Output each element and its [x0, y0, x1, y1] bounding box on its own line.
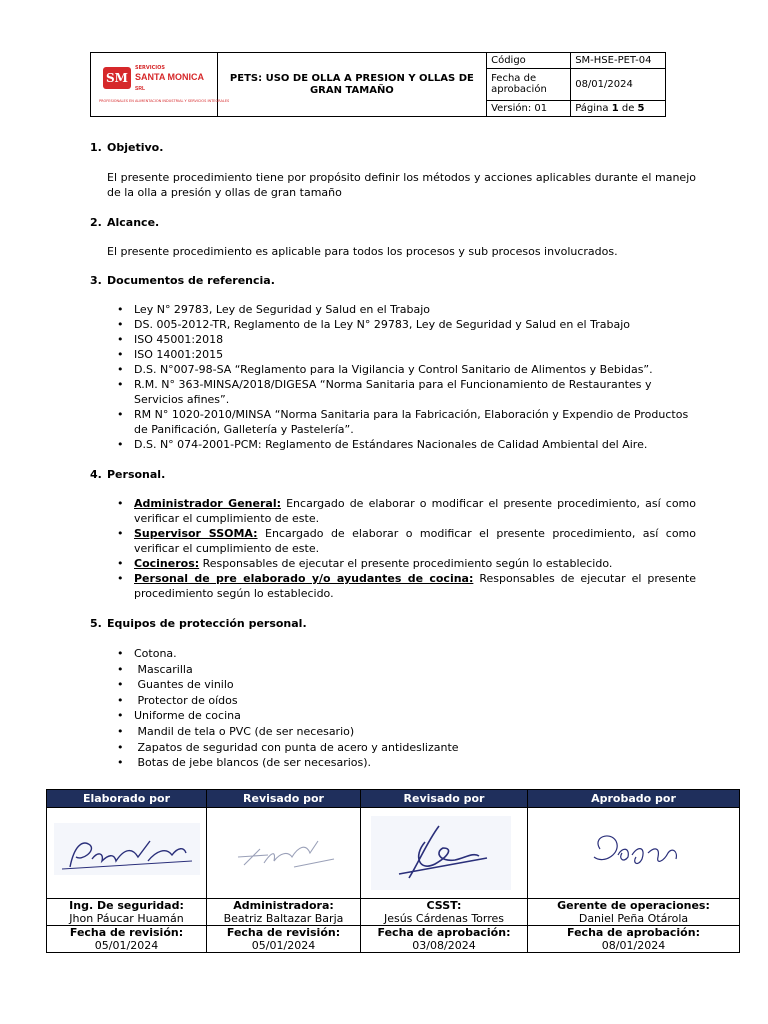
list-item: • DS. 005-2012-TR, Reglamento de la Ley N° 29783, Ley de Seguridad y Salud en el Trabajo	[134, 317, 696, 332]
codigo-value: SM-HSE-PET-04	[571, 53, 666, 69]
logo-mark: SM	[103, 67, 131, 89]
personal-list	[90, 496, 696, 601]
section-objetivo-text: El presente procedimiento tiene por propósito definir los métodos y acciones aplicables durante el manejo de la olla a presión y ollas de gran tamaño	[107, 171, 696, 199]
section-objetivo-title: 1. Objetivo.	[90, 141, 164, 154]
list-item: • Guantes de vinilo	[134, 677, 696, 693]
signer-2: Administradora: Beatriz Baltazar Barja	[207, 899, 361, 926]
sig-head-revisado-1: Revisado por	[207, 790, 361, 808]
signature-image	[47, 808, 207, 899]
logo-line1: SERVICIOS	[135, 65, 165, 71]
signature-image	[361, 808, 528, 899]
logo-tagline: PROFESIONALES EN ALIMENTACION INDUSTRIAL Y SERVICIOS INTEGRALES	[99, 99, 230, 103]
fecha-value: 08/01/2024	[571, 69, 666, 100]
document-body	[90, 140, 696, 771]
list-item: • R.M. N° 363-MINSA/2018/DIGESA “Norma Sanitaria para el Funcionamiento de Restaurantes y Servicios afines”.	[134, 377, 696, 407]
list-item: • ISO 14001:2015	[134, 347, 696, 362]
handwritten-signature	[214, 817, 354, 887]
list-item: • ISO 45001:2018	[134, 332, 696, 347]
list-item: • D.S. N° 074-2001-PCM: Reglamento de Estándares Nacionales de Calidad Ambiental del Aire.	[134, 437, 696, 452]
section-alcance-text: El presente procedimiento es aplicable para todos los procesos y sub procesos involucrados.	[107, 245, 618, 258]
sig-head-elaborado: Elaborado por	[47, 790, 207, 808]
document-title: PETS: USO DE OLLA A PRESION Y OLLAS DE GRAN TAMAÑO	[217, 53, 486, 117]
handwritten-signature	[52, 817, 202, 887]
documentos-list	[90, 302, 696, 452]
handwritten-signature	[564, 817, 704, 887]
handwritten-signature	[369, 812, 519, 892]
list-item: • RM N° 1020-2010/MINSA “Norma Sanitaria para la Fabricación, Elaboración y Expendio de Productos de Panificación, Galletería y Pastelería”.	[134, 407, 696, 437]
list-item: • Mascarilla	[134, 662, 696, 678]
list-item: • Botas de jebe blancos (de ser necesarios).	[134, 755, 696, 771]
sig-head-revisado-2: Revisado por	[361, 790, 528, 808]
list-item: • Cocineros: Responsables de ejecutar el presente procedimiento según lo establecido.	[134, 556, 696, 571]
logo-cell	[91, 53, 230, 117]
section-documentos-title: 3. Documentos de referencia.	[90, 274, 275, 287]
list-item: • Mandil de tela o PVC (de ser necesario)	[134, 724, 696, 740]
document-header	[90, 52, 666, 117]
list-item: • Ley N° 29783, Ley de Seguridad y Salud en el Trabajo	[134, 302, 696, 317]
section-personal-title: 4. Personal.	[90, 468, 166, 481]
list-item: • Personal de pre elaborado y/o ayudantes de cocina: Responsables de ejecutar el presente procedimiento según lo establecido.	[134, 571, 696, 601]
list-item: • Cotona.	[134, 646, 696, 662]
signature-table	[46, 789, 740, 953]
list-item: • Supervisor SSOMA: Encargado de elaborar o modificar el presente procedimiento, así como verificar el cumplimiento de este.	[134, 526, 696, 556]
date-1: Fecha de revisión: 05/01/2024	[47, 926, 207, 953]
date-3: Fecha de aprobación: 03/08/2024	[361, 926, 528, 953]
date-4: Fecha de aprobación: 08/01/2024	[528, 926, 740, 953]
sig-head-aprobado: Aprobado por	[528, 790, 740, 808]
fecha-label: Fecha de aprobación	[487, 69, 571, 100]
list-item: • Zapatos de seguridad con punta de acero y antideslizante	[134, 740, 696, 756]
signer-4: Gerente de operaciones: Daniel Peña Otárola	[528, 899, 740, 926]
company-logo	[91, 53, 230, 116]
list-item: • Administrador General: Encargado de elaborar o modificar el presente procedimiento, así como verificar el cumplimiento de este.	[134, 496, 696, 526]
section-alcance-title: 2. Alcance.	[90, 216, 160, 229]
version-label: Versión: 01	[487, 100, 571, 116]
signature-image	[528, 808, 740, 899]
date-2: Fecha de revisión: 05/01/2024	[207, 926, 361, 953]
signer-3: CSST: Jesús Cárdenas Torres	[361, 899, 528, 926]
list-item: • Uniforme de cocina	[134, 708, 696, 724]
list-item: • Protector de oídos	[134, 693, 696, 709]
logo-name: SANTA MONICA SRL	[135, 72, 204, 92]
page-indicator: Página 1 de 5	[571, 100, 666, 116]
list-item: • D.S. N°007-98-SA “Reglamento para la Vigilancia y Control Sanitario de Alimentos y Bebidas”.	[134, 362, 696, 377]
codigo-label: Código	[487, 53, 571, 69]
signature-image	[207, 808, 361, 899]
section-epp-title: 5. Equipos de protección personal.	[90, 617, 307, 630]
epp-list	[90, 646, 696, 771]
signer-1: Ing. De seguridad: Jhon Páucar Huamán	[47, 899, 207, 926]
